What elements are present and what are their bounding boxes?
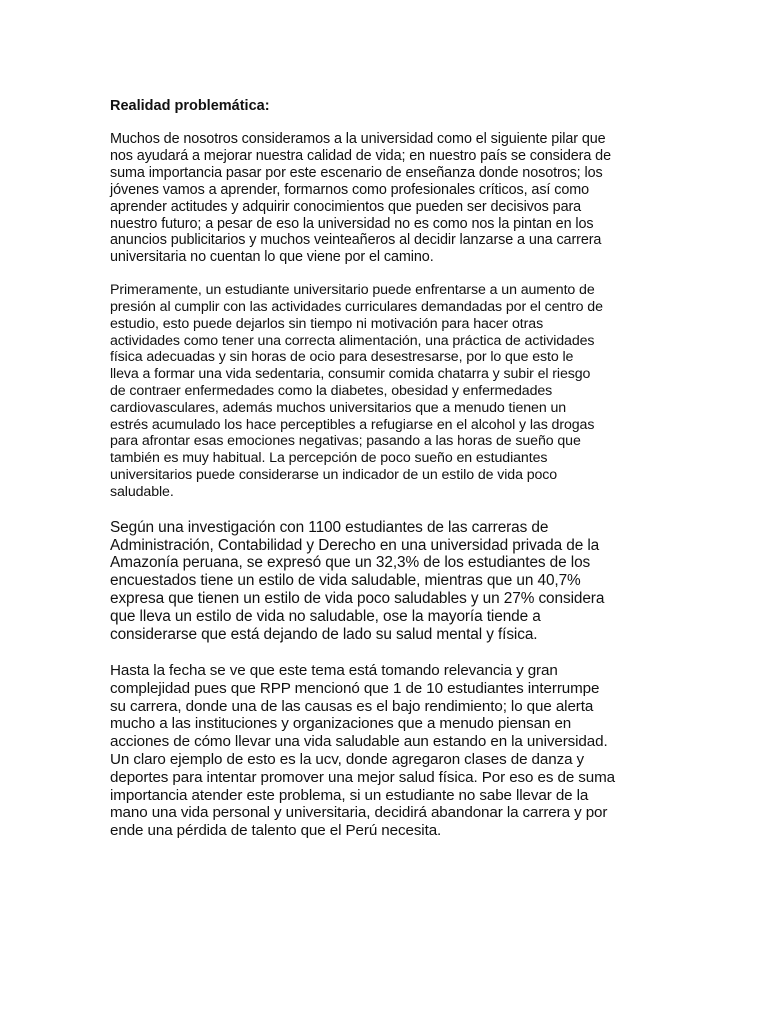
document-body [110, 98, 662, 840]
paragraph-line: deportes para intentar promover una mejor salud física. Por eso es de suma [110, 768, 616, 786]
paragraph-4 [110, 662, 662, 840]
paragraph-line: considerarse que está dejando de lado su salud mental y física. [110, 626, 538, 644]
paragraph-line: actividades como tener una correcta alimentación, una práctica de actividades [110, 332, 595, 349]
paragraph-line: expresa que tienen un estilo de vida poco saludables y un 27% considera [110, 590, 605, 608]
paragraph-line: de contraer enfermedades como la diabetes, obesidad y enfermedades [110, 383, 553, 400]
paragraph-line: Según una investigación con 1100 estudiantes de las carreras de [110, 518, 549, 536]
paragraph-line: anuncios publicitarios y muchos veinteañeros al decidir lanzarse a una carrera [110, 232, 602, 249]
paragraph-1 [110, 131, 662, 266]
paragraph-line: Hasta la fecha se ve que este tema está tomando relevancia y gran [110, 661, 558, 679]
paragraph-3 [110, 519, 662, 644]
paragraph-line: Un claro ejemplo de esto es la ucv, donde agregaron clases de danza y [110, 750, 585, 768]
paragraph-line: ende una pérdida de talento que el Perú necesita. [110, 822, 442, 840]
paragraph-line: Muchos de nosotros consideramos a la universidad como el siguiente pilar que [110, 131, 606, 147]
paragraph-line: nos ayudará a mejorar nuestra calidad de vida; en nuestro país se considera de [110, 147, 611, 164]
paragraph-line: complejidad pues que RPP mencionó que 1 de 10 estudiantes interrumpe [110, 679, 600, 697]
paragraph-line: suma importancia pasar por este escenario de enseñanza donde nosotros; los [110, 164, 603, 181]
paragraph-line: universitaria no cuentan lo que viene por el camino. [110, 249, 434, 266]
paragraph-line: cardiovasculares, además muchos universitarios que a menudo tienen un [110, 399, 567, 416]
paragraph-line: presión al cumplir con las actividades curriculares demandadas por el centro de [110, 299, 603, 316]
paragraph-line: universitarios puede considerarse un indicador de un estilo de vida poco [110, 467, 558, 484]
paragraph-2 [110, 282, 662, 500]
paragraph-line: también es muy habitual. La percepción de poco sueño en estudiantes [110, 450, 548, 467]
paragraph-line: saludable. [110, 483, 174, 500]
section-heading: Realidad problemática: [110, 98, 270, 114]
paragraph-line: acciones de cómo llevar una vida saludable aun estando en la universidad. [110, 733, 608, 751]
paragraph-line: Primeramente, un estudiante universitario puede enfrentarse a un aumento de [110, 282, 595, 299]
paragraph-line: aprender actitudes y adquirir conocimientos que pueden ser decisivos para [110, 198, 582, 215]
paragraph-line: que lleva un estilo de vida no saludable, ose la mayoría tiende a [110, 608, 541, 626]
paragraph-line: física adecuadas y sin horas de ocio para desestresarse, por lo que esto le [110, 349, 574, 366]
paragraph-line: su carrera, donde una de las causas es el bajo rendimiento; lo que alerta [110, 697, 594, 715]
paragraph-line: nuestro futuro; a pesar de eso la universidad no es como nos la pintan en los [110, 215, 594, 232]
paragraph-line: mano una vida personal y universitaria, decidirá abandonar la carrera y por [110, 804, 608, 822]
paragraph-line: importancia atender este problema, si un estudiante no sabe llevar de la [110, 786, 589, 804]
paragraph-line: estudio, esto puede dejarlos sin tiempo ni motivación para hacer otras [110, 315, 544, 332]
paragraph-line: lleva a formar una vida sedentaria, consumir comida chatarra y subir el riesgo [110, 366, 591, 383]
paragraph-line: mucho a las instituciones y organizaciones que a menudo piensan en [110, 715, 572, 733]
paragraph-line: Administración, Contabilidad y Derecho en una universidad privada de la [110, 536, 600, 554]
paragraph-line: para afrontar esas emociones negativas; pasando a las horas de sueño que [110, 433, 581, 450]
paragraph-line: Amazonía peruana, se expresó que un 32,3% de los estudiantes de los [110, 554, 591, 572]
paragraph-line: estrés acumulado los hace perceptibles a refugiarse en el alcohol y las drogas [110, 416, 595, 433]
paragraph-line: encuestados tiene un estilo de vida saludable, mientras que un 40,7% [110, 572, 581, 590]
paragraph-line: jóvenes vamos a aprender, formarnos como profesionales críticos, así como [110, 181, 590, 198]
